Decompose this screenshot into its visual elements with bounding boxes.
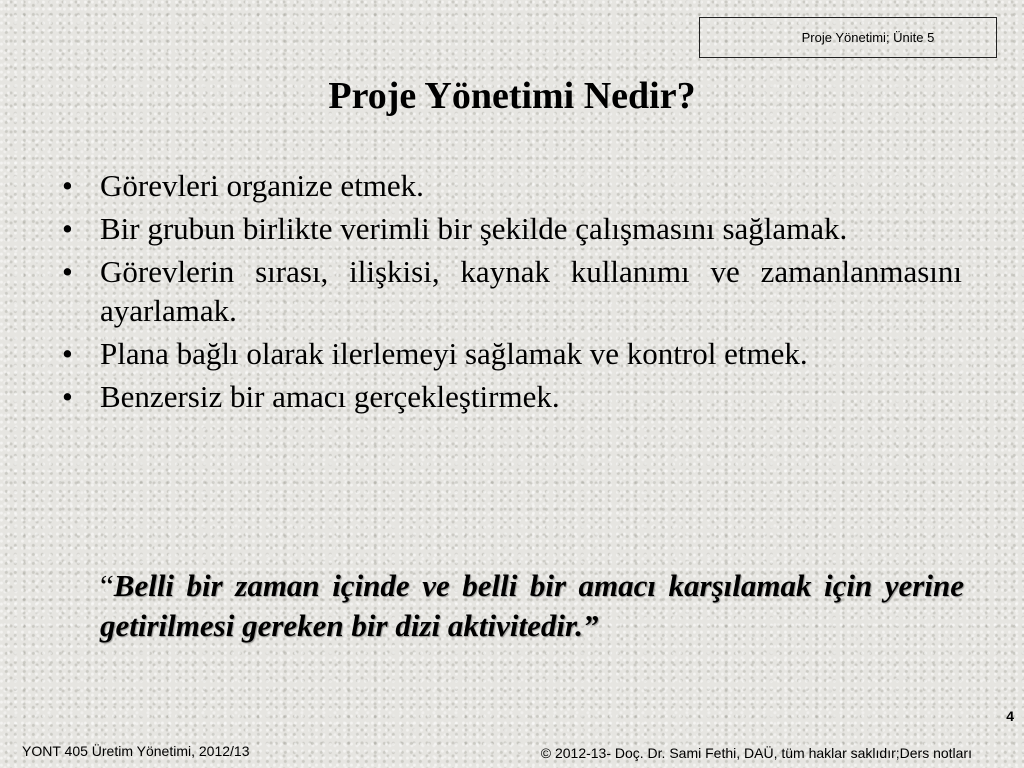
list-item	[62, 252, 962, 330]
definition-quote	[100, 566, 964, 646]
footer-course: YONT 405 Üretim Yönetimi, 2012/13	[22, 743, 250, 759]
header-label: Proje Yönetimi; Ünite 5	[801, 30, 935, 45]
bullet-marker: •	[62, 254, 73, 289]
bullet-marker: •	[62, 379, 73, 414]
list-item	[62, 166, 962, 205]
bullet-marker: •	[62, 168, 73, 203]
header-box	[699, 17, 997, 58]
page-number: 4	[1006, 708, 1014, 724]
bullet-text: Bir grubun birlikte verimli bir şekilde çalışmasını sağlamak.	[100, 211, 848, 246]
bullet-marker: •	[62, 336, 73, 371]
quote-text: Belli bir zaman içinde ve belli bir amacı karşılamak için yerine getirilmesi gereken bir dizi aktivitedir.”	[100, 568, 964, 643]
bullet-list	[62, 166, 962, 420]
bullet-text: Görevleri organize etmek.	[100, 168, 424, 203]
list-item	[62, 334, 962, 373]
bullet-text: Plana bağlı olarak ilerlemeyi sağlamak ve kontrol etmek.	[100, 336, 808, 371]
footer-copyright: © 2012-13- Doç. Dr. Sami Fethi, DAÜ, tüm haklar saklıdır;Ders notları	[540, 745, 972, 761]
bullet-marker: •	[62, 211, 73, 246]
bullet-text: Görevlerin sırası, ilişkisi, kaynak kullanımı ve zamanlanmasını ayarlamak.	[100, 254, 962, 328]
open-quote-mark: “	[100, 568, 114, 603]
slide-title: Proje Yönetimi Nedir?	[328, 75, 696, 117]
list-item	[62, 209, 962, 248]
list-item	[62, 377, 962, 416]
bullet-text: Benzersiz bir amacı gerçekleştirmek.	[100, 379, 560, 414]
